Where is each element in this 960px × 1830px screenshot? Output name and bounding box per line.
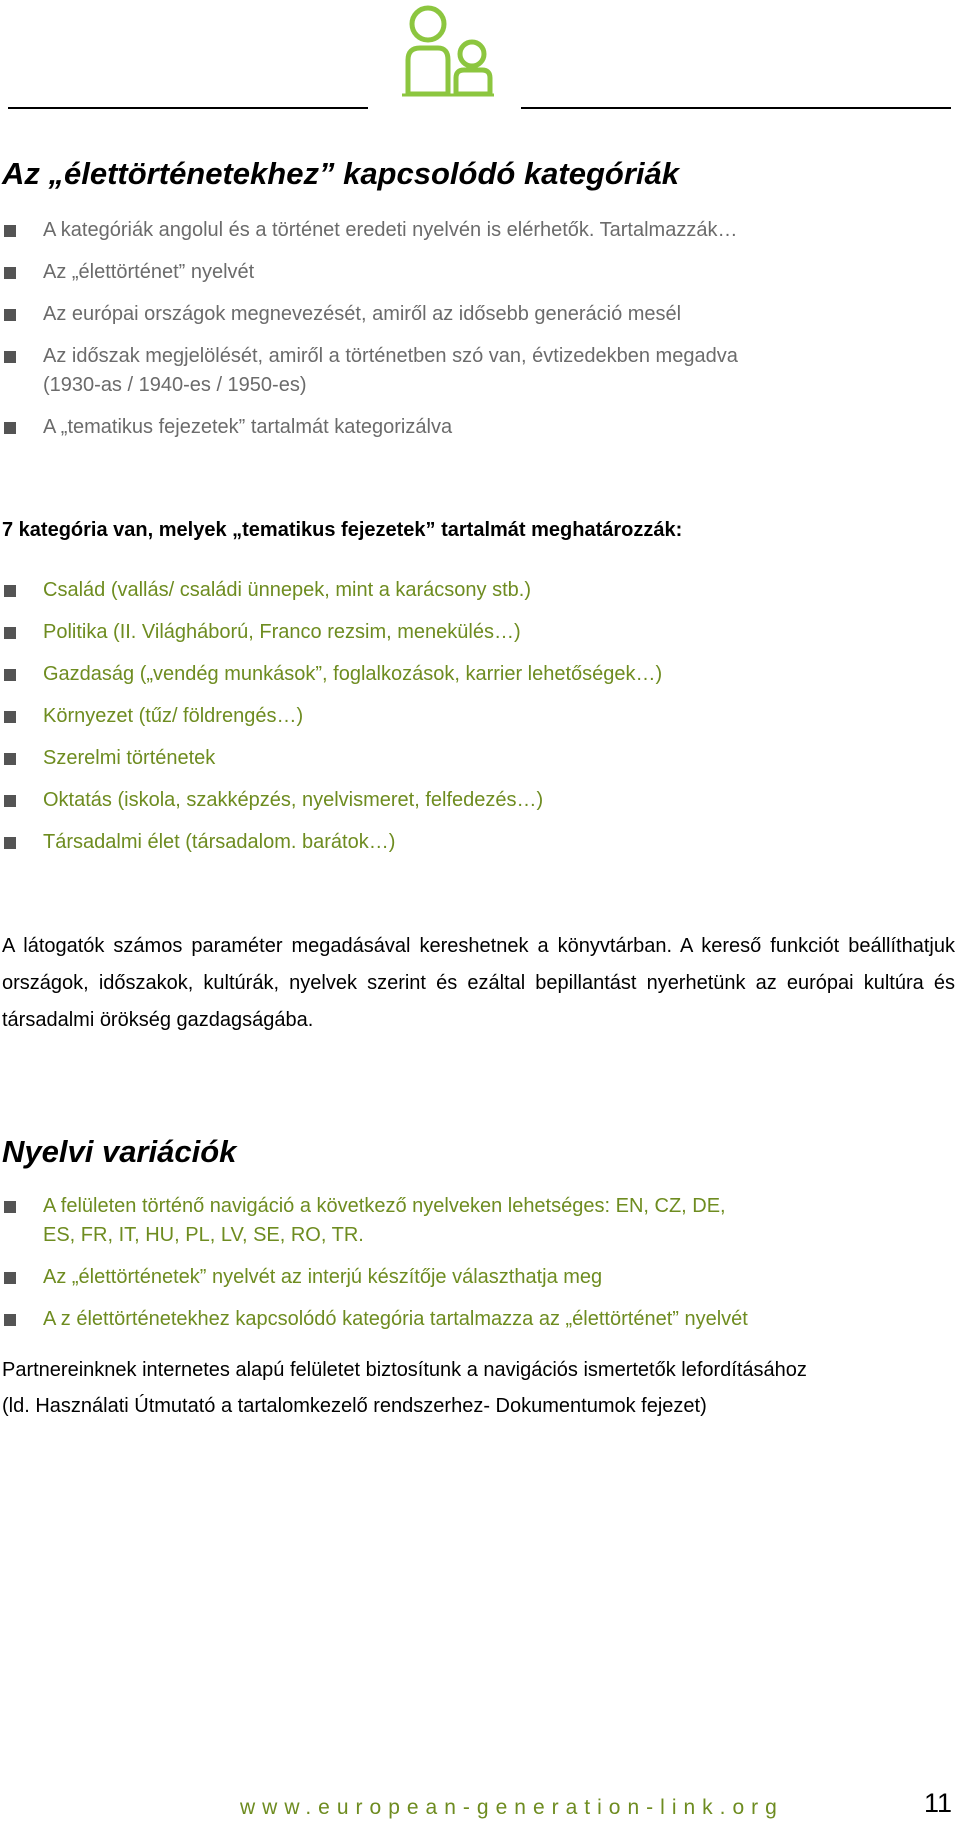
section-heading-categories: Az „élettörténetekhez” kapcsolódó kategóriák xyxy=(2,156,680,191)
square-bullet-icon xyxy=(4,309,16,321)
square-bullet-icon xyxy=(4,795,16,807)
square-bullet-icon xyxy=(4,422,16,434)
list-item: Társadalmi élet (társadalom. barátok…) xyxy=(0,828,955,857)
list-item: A „tematikus fejezetek” tartalmát kategorizálva xyxy=(0,413,955,442)
square-bullet-icon xyxy=(4,711,16,723)
square-bullet-icon xyxy=(4,1272,16,1284)
translation-paragraph-line-2: (ld. Használati Útmutató a tartalomkezelő rendszerhez- Dokumentumok fejezet) xyxy=(2,1395,707,1417)
header-rule-left xyxy=(8,107,368,109)
square-bullet-icon xyxy=(4,669,16,681)
square-bullet-icon xyxy=(4,1201,16,1213)
list-item: Család (vallás/ családi ünnepek, mint a karácsony stb.) xyxy=(0,576,955,605)
list-item-continuation: (1930-as / 1940-es / 1950-es) xyxy=(43,374,307,396)
list-item: A felületen történő navigáció a következő nyelveken lehetséges: EN, CZ, DE, xyxy=(0,1192,955,1221)
search-paragraph: A látogatók számos paraméter megadásával kereshetnek a könyvtárban. A kereső funkciót beállíthatjuk országok, időszakok, kultúrák, nyelvek szerint és ezáltal bepillantást nyerhetünk az európai kultúra és társadalmi örökség gazdagságába. xyxy=(2,935,955,1031)
square-bullet-icon xyxy=(4,753,16,765)
list-item: Politika (II. Világháború, Franco rezsim, menekülés…) xyxy=(0,618,955,647)
square-bullet-icon xyxy=(4,225,16,237)
square-bullet-icon xyxy=(4,267,16,279)
categories-intro: 7 kategória van, melyek „tematikus fejezetek” tartalmát meghatározzák: xyxy=(2,519,683,541)
list-item: Az időszak megjelölését, amiről a történetben szó van, évtizedekben megadva xyxy=(0,342,955,371)
square-bullet-icon xyxy=(4,585,16,597)
list-item: Gazdaság („vendég munkások”, foglalkozások, karrier lehetőségek…) xyxy=(0,660,955,689)
list-item: Az európai országok megnevezését, amiről az idősebb generáció mesél xyxy=(0,300,955,329)
list-item: A z élettörténetekhez kapcsolódó kategória tartalmazza az „élettörténet” nyelvét xyxy=(0,1305,955,1334)
square-bullet-icon xyxy=(4,837,16,849)
category-list xyxy=(0,216,955,442)
section-heading-language-variations: Nyelvi variációk xyxy=(2,1134,237,1169)
page-number: 11 xyxy=(923,1788,952,1818)
two-people-icon xyxy=(400,2,496,98)
list-item: Környezet (tűz/ földrengés…) xyxy=(0,702,955,731)
list-item: Az „élettörténet” nyelvét xyxy=(0,258,955,287)
footer-website-link[interactable]: www.european-generation-link.org xyxy=(240,1796,784,1819)
list-item: A kategóriák angolul és a történet eredeti nyelvén is elérhetők. Tartalmazzák… xyxy=(0,216,955,245)
language-list xyxy=(0,1192,955,1334)
square-bullet-icon xyxy=(4,351,16,363)
list-item-continuation: ES, FR, IT, HU, PL, LV, SE, RO, TR. xyxy=(43,1224,364,1246)
seven-categories-list xyxy=(0,576,955,857)
list-item: Szerelmi történetek xyxy=(0,744,955,773)
translation-paragraph-line-1: Partnereinknek internetes alapú felületet biztosítunk a navigációs ismertetők lefordításához xyxy=(2,1359,807,1381)
list-item: Az „élettörténetek” nyelvét az interjú készítője választhatja meg xyxy=(0,1263,955,1292)
square-bullet-icon xyxy=(4,627,16,639)
square-bullet-icon xyxy=(4,1314,16,1326)
list-item: Oktatás (iskola, szakképzés, nyelvismeret, felfedezés…) xyxy=(0,786,955,815)
translation-paragraph xyxy=(2,1352,957,1424)
header-rule-right xyxy=(521,107,951,109)
